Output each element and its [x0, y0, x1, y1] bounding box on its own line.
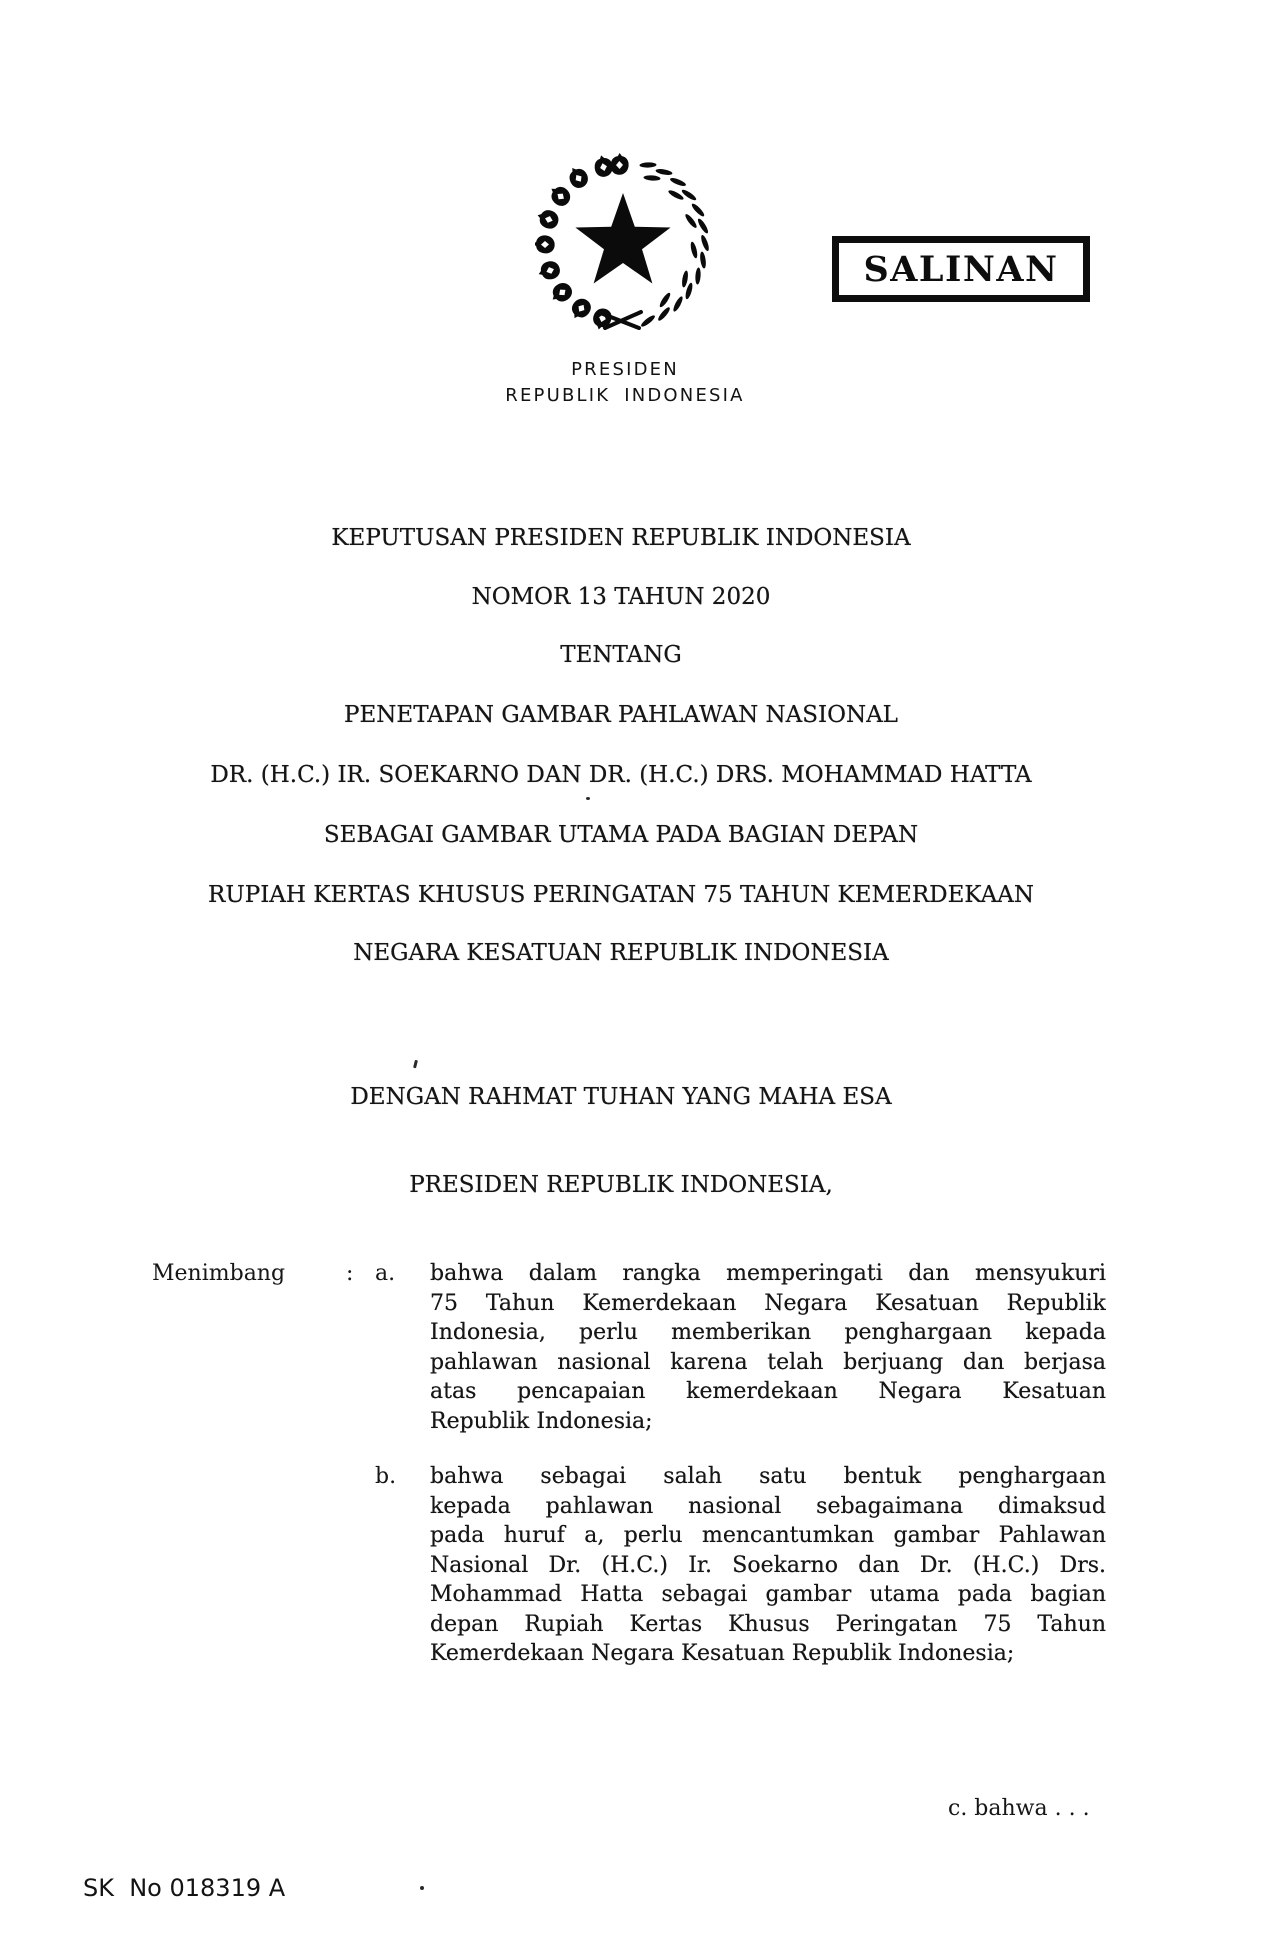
invocation-line: DENGAN RAHMAT TUHAN YANG MAHA ESA — [350, 1084, 892, 1110]
paragraph-line: depan Rupiah Kertas Khusus Peringatan 75 Tahun — [430, 1611, 1106, 1637]
considering-item-a — [430, 1259, 1106, 1436]
catchword-continuation: c. bahwa . . . — [948, 1796, 1090, 1821]
paragraph-line: Mohammad Hatta sebagai gambar utama pada bagian — [430, 1582, 1106, 1607]
paragraph-line: bahwa dalam rangka memperingati dan mensyukuri — [430, 1261, 1106, 1286]
scan-artifact-dot — [420, 1886, 424, 1890]
letterhead — [375, 357, 875, 409]
issuer-line: PRESIDEN REPUBLIK INDONESIA, — [409, 1172, 833, 1198]
title-line: NOMOR 13 TAHUN 2020 — [471, 584, 771, 610]
paragraph-line: kepada pahlawan nasional sebagaimana dimaksud — [430, 1493, 1106, 1519]
paragraph-line: pada huruf a, perlu mencantumkan gambar Pahlawan — [430, 1523, 1106, 1548]
title-line: DR. (H.C.) IR. SOEKARNO DAN DR. (H.C.) DRS. MOHAMMAD HATTA — [210, 762, 1032, 788]
letterhead-line-presiden: PRESIDEN — [571, 359, 679, 380]
title-line: KEPUTUSAN PRESIDEN REPUBLIK INDONESIA — [331, 525, 911, 551]
considering-separator: : — [346, 1261, 354, 1286]
considering-item-marker-b: b. — [375, 1464, 397, 1489]
paragraph-line: atas pencapaian kemerdekaan Negara Kesatuan — [430, 1379, 1106, 1404]
paragraph-line: 75 Tahun Kemerdekaan Negara Kesatuan Republik — [430, 1290, 1106, 1316]
paragraph-line: Kemerdekaan Negara Kesatuan Republik Indonesia; — [430, 1641, 1015, 1666]
paragraph-line: pahlawan nasional karena telah berjuang dan berjasa — [430, 1349, 1106, 1375]
title-line: RUPIAH KERTAS KHUSUS PERINGATAN 75 TAHUN KEMERDEKAAN — [208, 882, 1034, 908]
presidential-seal-icon — [535, 150, 711, 330]
title-line: SEBAGAI GAMBAR UTAMA PADA BAGIAN DEPAN — [323, 822, 919, 848]
considering-label: Menimbang — [152, 1261, 286, 1286]
scan-artifact-tick — [413, 1060, 417, 1068]
paragraph-line: bahwa sebagai salah satu bentuk penghargaan — [430, 1464, 1106, 1489]
considering-item-marker-a: a. — [375, 1261, 396, 1286]
scan-artifact-dot — [586, 797, 590, 800]
considering-item-b — [430, 1462, 1106, 1669]
paragraph-line: Republik Indonesia; — [430, 1408, 653, 1434]
letterhead-line-republik-indonesia: REPUBLIK INDONESIA — [505, 385, 745, 406]
title-line: PENETAPAN GAMBAR PAHLAWAN NASIONAL — [344, 702, 898, 728]
title-line: TENTANG — [560, 642, 682, 668]
sk-number: SK No 018319 A — [83, 1874, 286, 1902]
salinan-stamp — [832, 236, 1090, 302]
paragraph-line: Nasional Dr. (H.C.) Ir. Soekarno dan Dr. (H.C.) Drs. — [430, 1552, 1106, 1578]
paragraph-line: Indonesia, perlu memberikan penghargaan kepada — [430, 1320, 1106, 1345]
salinan-stamp-label: SALINAN — [863, 248, 1059, 290]
title-line: NEGARA KESATUAN REPUBLIK INDONESIA — [353, 940, 889, 966]
